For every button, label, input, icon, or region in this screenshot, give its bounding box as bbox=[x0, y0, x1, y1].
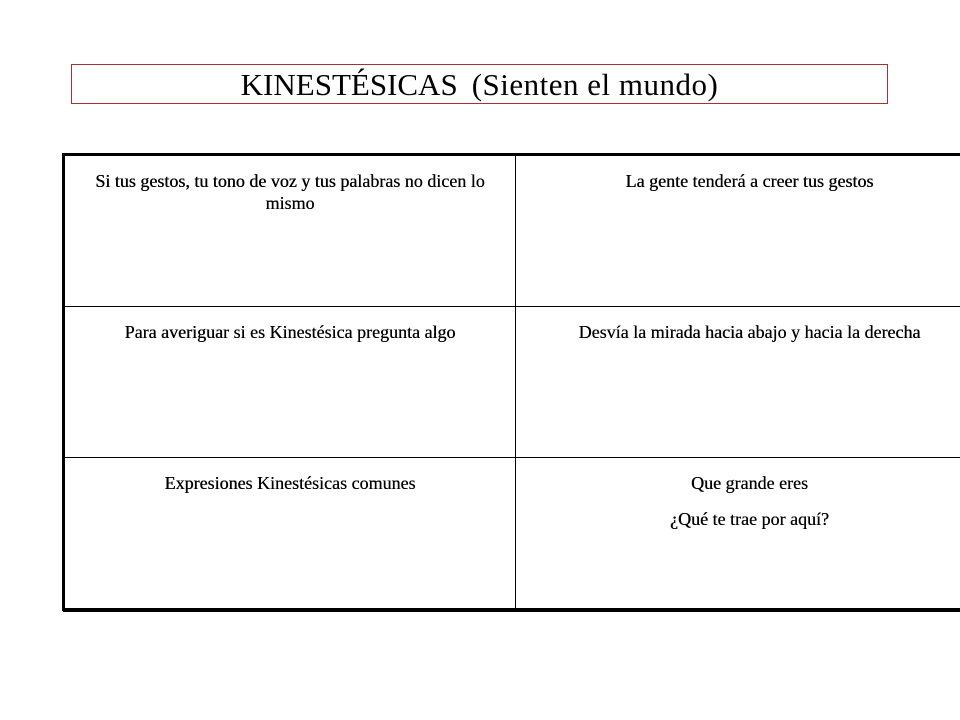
table-cell-right bbox=[516, 155, 960, 307]
content-table bbox=[62, 153, 960, 611]
slide-title-subtitle: (Sienten el mundo) bbox=[471, 66, 719, 102]
cell-text: ¿Qué te trae por aquí? bbox=[670, 509, 829, 529]
table-cell-left bbox=[64, 307, 516, 458]
cell-text: Desvía la mirada hacia abajo y hacia la derecha bbox=[578, 322, 921, 342]
table-cell-right bbox=[516, 307, 960, 458]
cell-text: Que grande eres bbox=[691, 473, 808, 493]
cell-text: La gente tenderá a creer tus gestos bbox=[625, 171, 874, 191]
table-cell-left bbox=[64, 155, 516, 307]
table-row bbox=[64, 155, 960, 307]
slide-title-main: KINESTÉSICAS bbox=[240, 66, 458, 102]
table-cell-left bbox=[64, 458, 516, 610]
table-row bbox=[64, 307, 960, 458]
table-row bbox=[64, 458, 960, 610]
cell-text: Para averiguar si es Kinestésica pregunta algo bbox=[124, 322, 456, 342]
slide-title-box bbox=[71, 64, 888, 104]
table-cell-right bbox=[516, 458, 960, 610]
cell-text: Expresiones Kinestésicas comunes bbox=[164, 473, 416, 493]
cell-text: Si tus gestos, tu tono de voz y tus palabras no dicen lo mismo bbox=[95, 171, 485, 213]
slide-title bbox=[240, 66, 719, 102]
